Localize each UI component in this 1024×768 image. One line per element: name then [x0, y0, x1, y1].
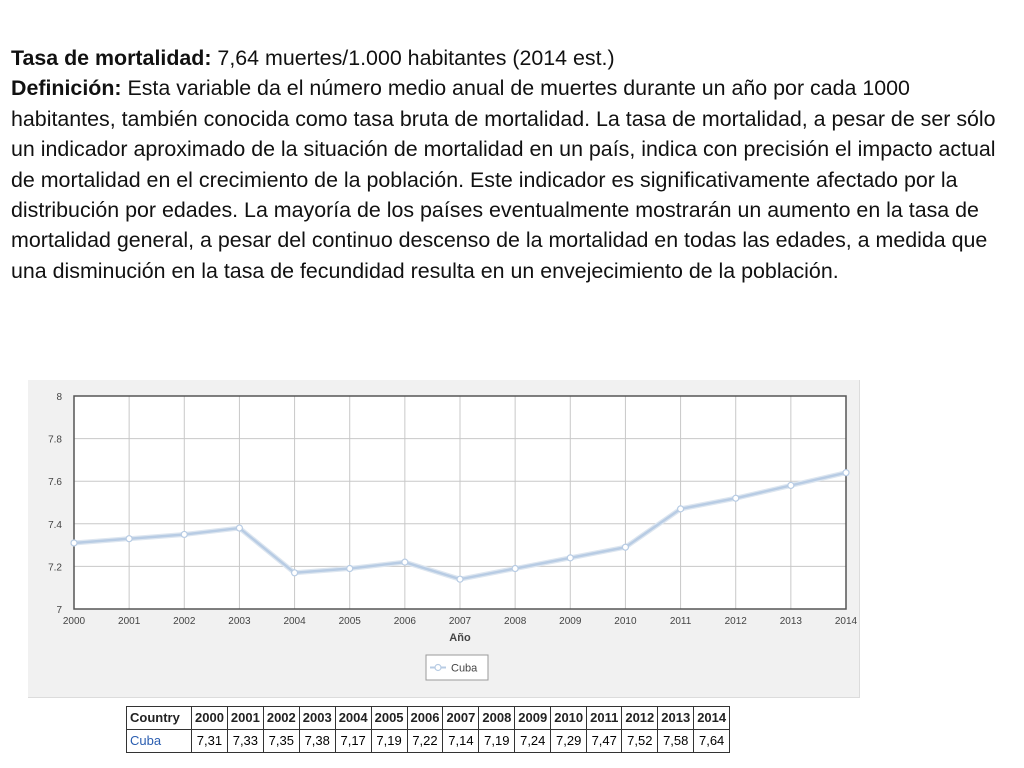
y-tick-label: 7.6	[48, 477, 62, 489]
data-point[interactable]	[678, 506, 684, 512]
table-cell-value: 7,17	[335, 730, 371, 753]
x-tick-label: 2001	[118, 616, 141, 627]
y-axis-ticks	[48, 392, 62, 616]
table-header-year: 2008	[479, 707, 515, 730]
x-tick-label: 2012	[724, 616, 747, 627]
mortality-rate-label: Tasa de mortalidad:	[11, 46, 212, 70]
data-point[interactable]	[347, 566, 353, 572]
table-header-year: 2012	[622, 707, 658, 730]
data-point[interactable]	[126, 536, 132, 542]
data-point[interactable]	[843, 470, 849, 476]
table-cell-value: 7,19	[479, 730, 515, 753]
data-point[interactable]	[292, 570, 298, 576]
table-cell-value: 7,22	[407, 730, 443, 753]
y-tick-label: 7	[56, 605, 62, 616]
x-tick-label: 2000	[62, 616, 86, 627]
x-tick-label: 2003	[228, 616, 251, 627]
mortality-rate-line	[11, 43, 1011, 73]
table-header-year: 2009	[515, 707, 551, 730]
x-tick-label: 2013	[779, 616, 802, 627]
table-header-year: 2003	[299, 707, 335, 730]
table-cell-value: 7,52	[622, 730, 658, 753]
data-point[interactable]	[402, 559, 408, 565]
table-header-year: 2006	[407, 707, 443, 730]
table-cell-value: 7,64	[694, 730, 730, 753]
table-header-country: Country	[127, 707, 192, 730]
x-tick-label: 2011	[669, 616, 692, 627]
description-text	[11, 43, 1011, 286]
x-tick-label: 2009	[559, 616, 582, 627]
definition-text: Esta variable da el número medio anual de muertes durante un año por cada 1000 habitantes, también conocida como tasa bruta de mortalidad. La tasa de mortalidad, a pesar de ser sólo un indicador aproximado de la situación de mortalidad en un país, indica con precisión el impacto actual de mortalidad en el crecimiento de la población. Este indicador es significativamente afectado por la distribución por edades. La mayoría de los países eventualmente mostrarán un aumento en la tasa de mortalidad general, a pesar del continuo descenso de la mortalidad en todas las edades, a medida que una disminución en la tasa de fecundidad resulta en un envejecimiento de la población.	[11, 76, 996, 283]
y-tick-label: 7.2	[48, 562, 62, 574]
y-tick-label: 8	[56, 392, 62, 403]
table-header-year: 2002	[263, 707, 299, 730]
mortality-data-table	[126, 706, 730, 753]
x-tick-label: 2008	[504, 616, 527, 627]
definition-paragraph	[11, 73, 1011, 286]
data-point[interactable]	[733, 495, 739, 501]
table-header-year: 2001	[227, 707, 263, 730]
legend-marker-swatch	[435, 665, 441, 671]
x-axis-title: Año	[449, 632, 471, 644]
x-axis-ticks	[63, 616, 858, 627]
y-tick-label: 7.4	[48, 519, 62, 531]
table-header-row	[127, 707, 730, 730]
x-tick-label: 2004	[283, 616, 306, 627]
table-cell-value: 7,33	[227, 730, 263, 753]
chart-legend[interactable]	[426, 655, 488, 680]
table-body	[127, 707, 730, 753]
table-cell-value: 7,31	[192, 730, 228, 753]
mortality-rate-value: 7,64 muertes/1.000 habitantes (2014 est.)	[211, 46, 615, 70]
table-header-year: 2005	[371, 707, 407, 730]
table-header-year: 2013	[658, 707, 694, 730]
data-point[interactable]	[457, 576, 463, 582]
x-tick-label: 2007	[448, 616, 472, 627]
mortality-line-chart	[28, 380, 859, 697]
table-cell-value: 7,47	[587, 730, 622, 753]
data-point[interactable]	[181, 531, 187, 537]
legend-label-cuba: Cuba	[451, 662, 478, 675]
table-cell-value: 7,19	[371, 730, 407, 753]
table-cell-country[interactable]: Cuba	[127, 730, 192, 753]
table-row	[127, 730, 730, 753]
data-point[interactable]	[512, 566, 518, 572]
table-cell-value: 7,38	[299, 730, 335, 753]
table-header-year: 2004	[335, 707, 371, 730]
table-cell-value: 7,35	[263, 730, 299, 753]
table-cell-value: 7,29	[551, 730, 587, 753]
x-tick-label: 2006	[393, 616, 416, 627]
definition-label: Definición:	[11, 76, 122, 101]
table-cell-value: 7,24	[515, 730, 551, 753]
chart-panel	[28, 380, 860, 698]
data-point[interactable]	[622, 544, 628, 550]
data-point[interactable]	[567, 555, 573, 561]
table-header-year: 2000	[192, 707, 228, 730]
table-header-year: 2014	[694, 707, 730, 730]
y-tick-label: 7.8	[48, 434, 62, 446]
table-cell-value: 7,58	[658, 730, 694, 753]
table-header-year: 2010	[551, 707, 587, 730]
x-tick-label: 2010	[614, 616, 637, 627]
data-point[interactable]	[71, 540, 77, 546]
table-header-year: 2007	[443, 707, 479, 730]
x-tick-label: 2005	[338, 616, 361, 627]
data-point[interactable]	[788, 482, 794, 488]
table-cell-value: 7,14	[443, 730, 479, 753]
x-tick-label: 2014	[834, 616, 858, 627]
data-point[interactable]	[236, 525, 242, 531]
x-tick-label: 2002	[173, 616, 196, 627]
table-header-year: 2011	[587, 707, 622, 730]
